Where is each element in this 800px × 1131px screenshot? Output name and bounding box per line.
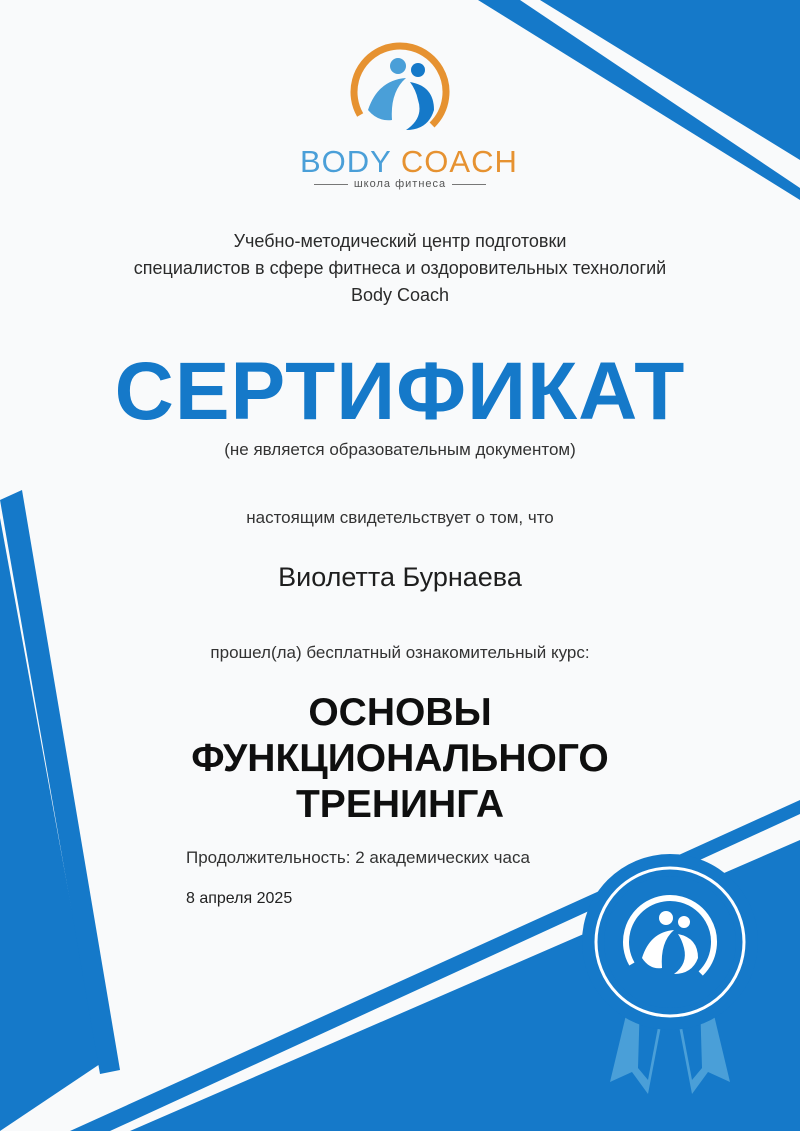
passed-text: прошел(ла) бесплатный ознакомительный курс: — [210, 643, 590, 662]
certificate-note: (не является образовательным документом) — [224, 440, 576, 459]
recipient-name: Виолетта Бурнаева — [278, 562, 522, 592]
organization-block — [40, 228, 760, 309]
brand-logo — [300, 40, 518, 200]
tagline-rule-right — [452, 184, 486, 185]
course-title-line-3: ТРЕНИНГА — [295, 783, 505, 826]
organization-line-2: специалистов в сфере фитнеса и оздоровительных технологий — [133, 258, 667, 278]
brand-word-coach: COACH — [400, 144, 518, 179]
course-title-line-1: ОСНОВЫ — [308, 691, 492, 734]
brand-tagline-row — [300, 178, 500, 190]
brand-tagline: школа фитнеса — [353, 178, 447, 190]
certificate-title: СЕРТИФИКАТ — [114, 346, 686, 437]
organization-line-3: Body Coach — [350, 285, 450, 305]
course-duration: Продолжительность: 2 академических часа — [186, 848, 530, 867]
issue-date: 8 апреля 2025 — [186, 890, 293, 907]
body-coach-logo-icon — [348, 40, 452, 144]
brand-word-body: BODY — [300, 144, 392, 179]
tagline-rule-left — [314, 184, 348, 185]
certify-text: настоящим свидетельствует о том, что — [246, 508, 554, 527]
course-title — [40, 690, 760, 828]
course-title-line-2: ФУНКЦИОНАЛЬНОГО — [191, 737, 609, 780]
organization-line-1: Учебно-методический центр подготовки — [233, 231, 567, 251]
brand-name — [300, 144, 518, 180]
award-rosette-icon — [570, 850, 770, 1100]
